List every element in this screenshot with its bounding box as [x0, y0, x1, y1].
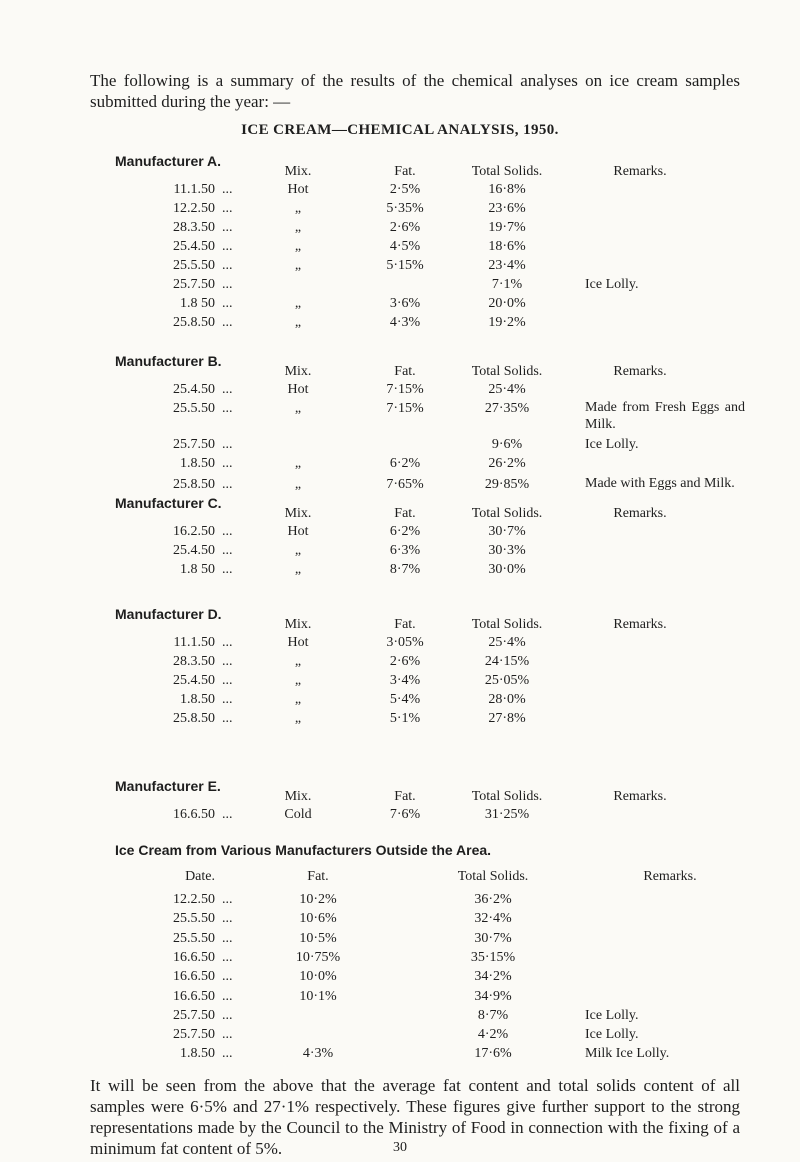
header-fat: Fat. — [394, 506, 416, 521]
row-total-solids: 24·15% — [484, 654, 530, 669]
row-fat: 4·5% — [389, 239, 421, 254]
table-row — [0, 1044, 800, 1063]
row-leader-dots: ... — [222, 1007, 233, 1023]
row-date: 1.8.50 — [180, 456, 215, 471]
row-date: 16.6.50 — [173, 807, 215, 822]
row-date: 25.7.50 — [173, 1027, 215, 1043]
row-fat: 10·75% — [295, 949, 341, 965]
row-fat: 7·6% — [389, 807, 421, 822]
row-remarks: Made from Fresh Eggs and Milk. — [585, 400, 745, 432]
row-date: 25.4.50 — [173, 382, 215, 397]
header-fat: Fat. — [307, 869, 329, 884]
header-mix: Mix. — [284, 164, 312, 179]
row-leader-dots: ... — [222, 949, 233, 965]
table-row — [0, 948, 800, 967]
row-total-solids: 26·2% — [488, 456, 526, 471]
row-leader-dots: ... — [222, 562, 233, 577]
row-mix: Hot — [287, 635, 309, 650]
table-row — [0, 454, 800, 473]
row-total-solids: 34·2% — [474, 969, 512, 985]
row-total-solids: 20·0% — [488, 296, 526, 311]
row-total-solids: 25·4% — [488, 635, 526, 650]
row-date: 25.4.50 — [173, 543, 215, 558]
row-date: 12.2.50 — [173, 201, 215, 216]
table-row — [0, 199, 800, 218]
row-leader-dots: ... — [222, 220, 233, 235]
row-fat: 6·3% — [389, 543, 421, 558]
row-date: 25.5.50 — [173, 258, 215, 273]
row-fat: 5·1% — [389, 711, 421, 726]
header-fat: Fat. — [394, 164, 416, 179]
row-fat: 6·2% — [389, 524, 421, 539]
row-leader-dots: ... — [222, 401, 233, 416]
row-remarks: Milk Ice Lolly. — [585, 1046, 670, 1062]
row-date: 25.5.50 — [173, 401, 215, 416]
row-leader-dots: ... — [222, 711, 233, 726]
row-date: 25.7.50 — [173, 1007, 215, 1023]
row-leader-dots: ... — [222, 182, 233, 197]
closing-paragraph: It will be seen from the above that the average fat content and total solids content of all samples were 6·5% and 27·1% respectively. These figures give further support to the strong representations made by the Council to the Ministry of Food in connection with the fixing of a minimum fat content of 5%. — [90, 1076, 740, 1158]
header-remarks: Remarks. — [613, 789, 667, 804]
row-date: 25.8.50 — [173, 711, 215, 726]
header-remarks: Remarks. — [613, 164, 667, 179]
header-remarks: Remarks. — [643, 869, 697, 884]
table-row — [0, 929, 800, 948]
row-fat: 4·3% — [302, 1046, 334, 1062]
header-date: Date. — [185, 869, 215, 884]
row-leader-dots: ... — [222, 892, 233, 907]
column-headers — [0, 362, 800, 381]
row-total-solids: 25·4% — [488, 382, 526, 397]
row-leader-dots: ... — [222, 635, 233, 650]
row-mix: „ — [294, 562, 302, 577]
row-total-solids: 27·8% — [488, 711, 526, 726]
row-total-solids: 17·6% — [474, 1046, 512, 1062]
row-fat: 7·15% — [386, 401, 424, 416]
header-remarks: Remarks. — [613, 364, 667, 379]
column-headers — [0, 162, 800, 181]
row-fat: 2·5% — [389, 182, 421, 197]
row-leader-dots: ... — [222, 692, 233, 707]
row-date: 16.6.50 — [173, 969, 215, 985]
row-fat: 2·6% — [389, 654, 421, 669]
row-date: 1.8.50 — [180, 1046, 215, 1062]
row-total-solids: 27·35% — [484, 401, 530, 416]
row-date: 25.5.50 — [173, 911, 215, 927]
row-fat: 10·5% — [299, 930, 337, 946]
row-mix: Hot — [287, 524, 309, 539]
row-date: 1.8.50 — [180, 692, 215, 707]
table-row — [0, 1006, 800, 1025]
row-mix: „ — [294, 201, 302, 216]
row-fat: 5·15% — [386, 258, 424, 273]
row-remarks: Made with Eggs and Milk. — [585, 476, 735, 491]
row-leader-dots: ... — [222, 477, 233, 492]
row-date: 25.7.50 — [173, 277, 215, 292]
table-row — [0, 475, 800, 494]
row-leader-dots: ... — [222, 930, 233, 946]
row-fat: 2·6% — [389, 220, 421, 235]
row-mix: „ — [294, 711, 302, 726]
row-leader-dots: ... — [222, 543, 233, 558]
manufacturer-title: Manufacturer B. — [115, 353, 222, 369]
row-total-solids: 35·15% — [470, 949, 516, 965]
row-fat: 10·2% — [299, 892, 337, 907]
table-row — [0, 560, 800, 579]
header-total-solids: Total Solids. — [471, 617, 543, 632]
table-row — [0, 294, 800, 313]
header-fat: Fat. — [394, 789, 416, 804]
row-fat: 10·0% — [299, 969, 337, 985]
table-row — [0, 256, 800, 275]
table-row — [0, 399, 800, 432]
table-row — [0, 652, 800, 671]
row-date: 16.6.50 — [173, 988, 215, 1004]
row-leader-dots: ... — [222, 524, 233, 539]
header-mix: Mix. — [284, 617, 312, 632]
row-remarks: Ice Lolly. — [585, 277, 639, 292]
row-leader-dots: ... — [222, 969, 233, 985]
header-remarks: Remarks. — [613, 617, 667, 632]
table-row — [0, 633, 800, 652]
table-row — [0, 890, 800, 909]
row-remarks: Ice Lolly. — [585, 1027, 639, 1043]
row-leader-dots: ... — [222, 277, 233, 292]
row-total-solids: 23·6% — [488, 201, 526, 216]
header-fat: Fat. — [394, 364, 416, 379]
row-mix: „ — [294, 401, 302, 416]
row-leader-dots: ... — [222, 807, 233, 822]
manufacturer-title: Manufacturer D. — [115, 606, 222, 622]
row-mix: Cold — [284, 807, 312, 822]
row-leader-dots: ... — [222, 456, 233, 471]
manufacturer-title: Manufacturer A. — [115, 153, 222, 169]
row-leader-dots: ... — [222, 988, 233, 1004]
row-total-solids: 30·0% — [488, 562, 526, 577]
header-mix: Mix. — [284, 506, 312, 521]
row-leader-dots: ... — [222, 239, 233, 254]
table-row — [0, 967, 800, 986]
table-row — [0, 218, 800, 237]
row-leader-dots: ... — [222, 1046, 233, 1062]
table-row — [0, 275, 800, 294]
row-mix: „ — [294, 654, 302, 669]
table-row — [0, 987, 800, 1006]
outside-area-title: Ice Cream from Various Manufacturers Outside the Area. — [115, 842, 492, 858]
row-date: 1.8 50 — [180, 296, 215, 311]
column-headers — [0, 787, 800, 806]
row-leader-dots: ... — [222, 654, 233, 669]
manufacturer-title: Manufacturer C. — [115, 495, 222, 511]
row-mix: „ — [294, 673, 302, 688]
row-mix: „ — [294, 239, 302, 254]
row-mix: „ — [294, 543, 302, 558]
row-leader-dots: ... — [222, 437, 233, 452]
row-total-solids: 34·9% — [474, 988, 512, 1004]
row-total-solids: 9·6% — [491, 437, 523, 452]
row-leader-dots: ... — [222, 911, 233, 927]
header-total-solids: Total Solids. — [471, 789, 543, 804]
row-fat: 5·35% — [386, 201, 424, 216]
row-total-solids: 30·7% — [474, 930, 512, 946]
row-total-solids: 7·1% — [491, 277, 523, 292]
header-fat: Fat. — [394, 617, 416, 632]
row-total-solids: 30·7% — [488, 524, 526, 539]
row-fat: 10·1% — [299, 988, 337, 1004]
row-fat: 7·15% — [386, 382, 424, 397]
table-row — [0, 180, 800, 199]
row-remarks: Ice Lolly. — [585, 437, 639, 452]
row-date: 16.6.50 — [173, 949, 215, 965]
row-remarks: Ice Lolly. — [585, 1007, 639, 1023]
header-total-solids: Total Solids. — [471, 506, 543, 521]
header-remarks: Remarks. — [613, 506, 667, 521]
table-row — [0, 1025, 800, 1044]
row-fat: 3·4% — [389, 673, 421, 688]
page-title: ICE CREAM—CHEMICAL ANALYSIS, 1950. — [241, 122, 559, 138]
intro-paragraph: The following is a summary of the results of the chemical analyses on ice cream samples submitted during the year: — — [90, 71, 740, 111]
row-total-solids: 4·2% — [477, 1027, 509, 1043]
table-row — [0, 380, 800, 399]
row-total-solids: 36·2% — [474, 892, 512, 907]
table-row — [0, 909, 800, 928]
row-mix: Hot — [287, 382, 309, 397]
row-fat: 6·2% — [389, 456, 421, 471]
row-date: 25.5.50 — [173, 930, 215, 946]
page-number: 30 — [393, 1140, 407, 1155]
row-date: 12.2.50 — [173, 892, 215, 907]
row-date: 1.8 50 — [180, 562, 215, 577]
row-fat: 8·7% — [389, 562, 421, 577]
row-date: 25.7.50 — [173, 437, 215, 452]
row-mix: „ — [294, 315, 302, 330]
row-date: 28.3.50 — [173, 654, 215, 669]
row-fat: 10·6% — [299, 911, 337, 927]
table-row — [0, 671, 800, 690]
column-headers — [0, 615, 800, 634]
row-total-solids: 19·7% — [488, 220, 526, 235]
row-mix: „ — [294, 296, 302, 311]
row-date: 25.8.50 — [173, 315, 215, 330]
manufacturer-title: Manufacturer E. — [115, 778, 221, 794]
row-fat: 3·05% — [386, 635, 424, 650]
row-mix: „ — [294, 220, 302, 235]
header-mix: Mix. — [284, 789, 312, 804]
row-total-solids: 16·8% — [488, 182, 526, 197]
column-headers — [0, 504, 800, 523]
row-leader-dots: ... — [222, 315, 233, 330]
table-row — [0, 313, 800, 332]
row-leader-dots: ... — [222, 382, 233, 397]
table-row — [0, 541, 800, 560]
header-total-solids: Total Solids. — [471, 164, 543, 179]
table-row — [0, 690, 800, 709]
row-total-solids: 8·7% — [477, 1007, 509, 1023]
row-total-solids: 19·2% — [488, 315, 526, 330]
row-fat: 3·6% — [389, 296, 421, 311]
row-date: 25.4.50 — [173, 239, 215, 254]
row-leader-dots: ... — [222, 296, 233, 311]
row-total-solids: 32·4% — [474, 911, 512, 927]
row-date: 16.2.50 — [173, 524, 215, 539]
row-total-solids: 28·0% — [488, 692, 526, 707]
row-total-solids: 30·3% — [488, 543, 526, 558]
header-total-solids: Total Solids. — [457, 869, 529, 884]
table-row — [0, 522, 800, 541]
row-date: 28.3.50 — [173, 220, 215, 235]
table-row — [0, 237, 800, 256]
row-total-solids: 23·4% — [488, 258, 526, 273]
row-mix: Hot — [287, 182, 309, 197]
row-total-solids: 29·85% — [484, 477, 530, 492]
row-fat: 4·3% — [389, 315, 421, 330]
row-date: 25.8.50 — [173, 477, 215, 492]
row-date: 11.1.50 — [173, 182, 215, 197]
row-date: 25.4.50 — [173, 673, 215, 688]
header-total-solids: Total Solids. — [471, 364, 543, 379]
row-total-solids: 25·05% — [484, 673, 530, 688]
row-leader-dots: ... — [222, 673, 233, 688]
row-mix: „ — [294, 692, 302, 707]
row-leader-dots: ... — [222, 1027, 233, 1043]
row-leader-dots: ... — [222, 258, 233, 273]
row-mix: „ — [294, 477, 302, 492]
row-fat: 7·65% — [386, 477, 424, 492]
header-mix: Mix. — [284, 364, 312, 379]
row-total-solids: 31·25% — [484, 807, 530, 822]
row-mix: „ — [294, 258, 302, 273]
table-row — [0, 435, 800, 454]
table-row — [0, 805, 800, 824]
row-total-solids: 18·6% — [488, 239, 526, 254]
row-date: 11.1.50 — [173, 635, 215, 650]
table-row — [0, 709, 800, 728]
row-fat: 5·4% — [389, 692, 421, 707]
outside-column-headers — [0, 867, 800, 886]
row-leader-dots: ... — [222, 201, 233, 216]
row-mix: „ — [294, 456, 302, 471]
